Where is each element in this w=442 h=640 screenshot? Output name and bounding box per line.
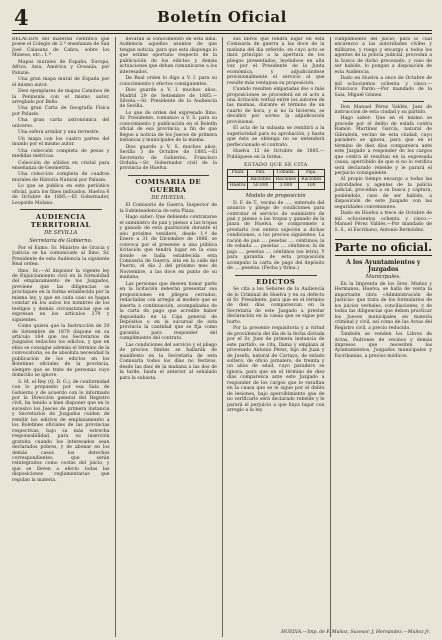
paragraph: Se cita a los Señores de la Audiencia de lo Criminal de Huelva y en su defecto el Sr. Presidente, para que en el término de diez días comparezcan en la Secretaría de este Juzgado a prestar declaración en la causa que se sigue por hurto. [227, 287, 325, 325]
paragraph: Don Manuel Pérez Valdés, Juez de instrucción de esta ciudad y su partido. [334, 104, 432, 116]
paragraph: Hago saber: Que debiendo contratarse el suministro de pan y pienso a las tropas y ganado de esta guarnición durante el año próximo venidero, desde 1.º de Enero a 31 de Diciembre de 1886, se convoca por el presente a una pública licitación que tendrá lugar en la casa donde se halla establecida esta Comisaría de Guerra, sita en la calle del Puerto, el día 2 del próximo mes de Noviembre, a las doce en punto de su mañana. [119, 215, 217, 281]
parte-no-oficial-title: Parte no oficial. [334, 241, 432, 254]
table-header-cell: Paja. [299, 170, 324, 176]
list-item: Colección de sólidos en cristal para enseñanza de Geometría. [12, 160, 110, 171]
list-item: Una colección completa de pesas y medidas métricas. [12, 148, 110, 160]
paragraph: Dios guarde a V. I. muchos años. Madrid 29 de Setiembre de 1885.—Silvela.—Sr. Presidente de la Audiencia de Sevilla. [119, 88, 217, 110]
columns [12, 37, 432, 637]
relacion-intro: RELACION del material científico que posee el Colegio de 2.ª enseñanza de San José Calasanz de Cabra, sobre los Museos, etc.: 1.ª [12, 37, 110, 59]
list-item: Una esfera armilar y una terrestre. [18, 130, 100, 136]
audiencia-subtitle: DE SEVILLA [44, 229, 78, 236]
paragraph: El acta de la subasta se remitirá a la superioridad para su aprobación, y hasta que ésta se obtenga no se entenderá perfeccionado el contrato. [227, 126, 325, 148]
paragraph: El Comisario de Guerra, Inspector de la Subintendencia de esta Plaza. [119, 203, 217, 214]
paragraph: En la Imprenta de los Sres. Muñoz y Hermanos, Huelva, se halla de venta la importante obra «Administración de Justicia» que trata de los formularios de los juicios verbales, conciliaciones, y de todas las diligencias que deben practicar los Jueces municipales en materia criminal y civil, así como de las Actas del Registro civil, a precio reducido. [334, 282, 432, 331]
paragraph: Las condiciones del servicio y el pliego de precios límites se hallarán de manifiesto en la Secretaría de esta Comisaría todos los días no festivos, desde las diez de la mañana a las dos de la tarde, hasta el anterior al señalado para la subasta. [119, 342, 217, 381]
relacion-list [12, 60, 110, 184]
paragraph: cumplimiento del juicio; para lo cual encarezco a las autoridades civiles y militares, y ruego y encargo a todos los agentes de la policía judicial, procedan a la busca de dicho procesado, y caso de ser habido, lo pongan a disposición de esta Audiencia. [334, 37, 432, 75]
masthead-title: Boletín Oficial [157, 8, 287, 26]
paragraph: llevarán al conocimiento de esta Ilma. Audiencia aquellos asuntos de que tengan noticia, para que esta disponga lo que estime oportuno respecto de la publicación de los edictos y demás actuaciones que deban comunicarse a los interesados. [119, 37, 217, 75]
list-item: Una gran carta astronómica del universo. [12, 118, 110, 129]
table-cell: Raciones [248, 176, 273, 182]
column-3 [222, 37, 325, 637]
list-item: Una gran Carta de Geografía Física por Paluzie. [12, 106, 110, 117]
table-cell: 100 [299, 183, 324, 189]
list-item: Una colección completa de cuadros murales de Historia Natural por Paluzie. [12, 172, 110, 183]
column-1 [12, 37, 110, 637]
printer-footer: HUELVA.—Imp. de F. Muñoz, Sucesor. J. Hernández.—Muñoz Jr. [281, 629, 430, 635]
table-cell: Raciones [273, 176, 298, 182]
table-row [228, 183, 325, 189]
table-header-cell: Cebada. [273, 170, 298, 176]
paragraph: Hago saber: Que en el mismo se procede por el delito de estafa contra Ramón Martínez García, natural de Gibraleón, vecino de esta ciudad, cuyo paradero se ignora, para que en el término de diez días comparezca ante este Juzgado a responder de los cargos que contra él resultan en la expresada causa, apercibido de que si no lo verifica será declarado rebelde y le parará el perjuicio consiguiente. [334, 116, 432, 177]
parte-subtitle: A los Ayuntamientos y Juzgados [346, 259, 421, 273]
table-cell: 50.000 [248, 183, 273, 189]
paragraph: S. M. el Rey (Q. D. G.), de conformidad con lo propuesto por esa Sala de Gobierno y de acuerdo con lo informado por la Dirección general del Registro civil, ha tenido a bien disponer que en lo sucesivo los Jueces de primera instancia y Secretarios de Juzgados cuiden de remitir los edictos de emplazamiento a los Boletines oficiales de las provincias respectivas, bajo su más estrecha responsabilidad, para su inserción gratuita cuando los interesados sean declarados pobres, y de abonar en los demás casos los derechos correspondientes, que serán reintegrados como costas del juicio, y que se lleven a efecto todas las disposiciones reglamentarias que regulan la materia. [12, 379, 110, 483]
table-header-cell: Plaza [228, 170, 248, 176]
paragraph: Al propio tiempo encargo a todas las autoridades y agentes de la policía judicial, procedan a su busca y captura, poniéndolo, caso de ser habido, a disposición de este Juzgado con las seguridades convenientes. [334, 177, 432, 210]
modelo-title: Modelo de proposición [245, 192, 306, 199]
paragraph: Cuando resulten empatadas dos o más proposiciones se procederá en el acto a una licitación verbal entre los autores de las mismas, durante el término de un cuarto de hora, y si no la hicieren, se decidirá por sorteo la adjudicación provisional. [227, 87, 325, 125]
paragraph: Dios guarde a V. S. muchos años. Sevilla 3 de Octubre de 1885.—El Secretario de Gobierno, Francisco Orduña.—Sr. Gobernador civil de la provincia de Huelva. [119, 144, 217, 172]
paragraph: Por la presente requisitoria y a virtud de providencia del día de la fecha dictada por el Sr. Juez de primera instancia de este partido, se cita, llama y emplaza al procesado Antonio Pérez, hijo de Juan y de Josefa, natural de Cartaya, de estado soltero, de oficio jornalero, de treinta y un años de edad, cuyo paradero se ignora, para que en el término de diez días comparezca ante este Juzgado a responder de los cargos que le resultan en la causa que se le sigue por el delito de lesiones, bajo apercibimiento que de no verificarlo será declarado rebelde y le parará el perjuicio a que haya lugar con arreglo a la ley. [227, 326, 325, 414]
column-2 [115, 37, 218, 637]
list-item: Una gran mapa mural de España por el mismo autor. [12, 77, 110, 88]
paragraph: Dado en Huelva a trece de Octubre de mil ochocientos ochenta y cinco.—Manuel Pérez Valdés.—Por mandado de S. S., el Escribano, Antonio Bermúdez. [334, 211, 432, 233]
estado-table [227, 169, 325, 189]
list-item: Diez ejemplares de mapas Caminos de la Península con el mismo autor, arreglado por Bello. [12, 89, 110, 105]
audiencia-title: AUDIENCIA TERRITORIAL [30, 212, 91, 229]
divider [235, 275, 317, 276]
paragraph: También se venden los Libros de Actas, Padrones de vecinos y demás impresos que necesiten los Ayuntamientos, Juzgados municipales y Escribanías, a precios módicos. [334, 332, 432, 359]
divider [128, 175, 210, 176]
divider [20, 209, 102, 210]
paragraph: Dado en Huelva a once de Octubre de mil ochocientos ochenta y cinco.—Francisco Pardo.—Por mandado de la Sala, Miguel Gómez. [334, 76, 432, 98]
table-cell: 3.000 [273, 183, 298, 189]
paragraph: D. F. de T., vecino de ...., enterado del anuncio y pliego de condiciones para contratar el servicio de suministro de pan y pienso a las tropas y ganado de la plaza de Huelva, se compromete a prestarlo con entera sujeción a dichas condiciones, a los precios siguientes: La ración de pan .... pesetas .... céntimos; la de cebada .... pesetas .... céntimos; la de paja .... pesetas .... céntimos (en letra). Y para garantía de esta proposición acompaño la carta de pago del depósito de .... pesetas. (Fecha y firma.) [227, 200, 325, 272]
masthead [12, 6, 432, 31]
table-cell: Huelva [228, 183, 248, 189]
paragraph: Huelva 12 de Octubre de 1885.—Publíquese en la forma. [227, 149, 325, 160]
paragraph: sus libros que tendrá lugar en esta Comisaría de guerra a las doce de la mañana del día referido, en cuyo acto se dará principio a la apertura de los pliegos presentados, leyéndose en alta voz por el Presidente de la Junta económica, y adjudicándose provisionalmente el servicio al que resulte más ventajosa su proposición. [227, 37, 325, 86]
edictos-title: EDICTOS [256, 278, 296, 287]
estado-title: ESTADO QUE SE CITA [243, 161, 308, 168]
list-item: Un mapa con los cuatro partes del mundo por el mismo autor. [12, 136, 110, 148]
page-number: 4 [14, 5, 29, 30]
paragraph: Como quiera que la Instrucción de 30 de Setiembre de 1870 dispone en su artículo 164 que los Secretarios de Juzgados redacten los edictos, y que en ellos se consigne además el término de la convocatoria, es de absoluta necesidad la publicación de los edictos en los Boletines oficiales de la provincia, siempre que se trate de personas cuyo domicilio se ignore. [12, 324, 110, 379]
parte-subtitle-2: Municipales. [365, 274, 401, 280]
divider [343, 101, 425, 102]
table-cell: Raciones [299, 176, 324, 182]
paragraph: Ilmo. Sr.:—Al disponer la vigente ley de Enjuiciamiento civil en la formalidad del emplazamiento de los Juzgados, previene que las diligencias se practiquen en la forma establecida por la misma ley, y que en cada caso se hagan constar en los autos los nombres de los testigos y demás circunstancias que se expresan en los artículos 279 y siguientes. [12, 268, 110, 323]
table-header-cell: Pan. [248, 170, 273, 176]
paragraph: Lo que de orden del expresado Ilmo. Sr. Presidente, comunico a V. S. para su conocimiento y publicación en el Boletín oficial de esa provincia, a fin de que llegue a noticia de los Jueces de primera instancia y municipales de la misma. [119, 110, 217, 144]
column-4 [330, 37, 433, 637]
audiencia-secretaria: Secretaría de Gobierno. [29, 237, 93, 244]
comisaria-subtitle: DE HUELVA. [151, 195, 186, 202]
relacion-closing: Lo que se publica en este periódico oficial, para los fines indicados. Huelva 6 de Octubre de 1885.—El Gobernador, Leopoldo Molano. [12, 184, 110, 206]
masthead-rule [12, 33, 432, 34]
paragraph: De Real orden lo digo a V. I. para su conocimiento y efectos consiguientes. [119, 76, 217, 87]
list-item: Mapas murales de España, Europa, Africa, Asia, América y Oceanía, por Paluzie. [12, 59, 110, 76]
comisaria-title: COMISARIA DE GUERRA [135, 178, 202, 195]
paragraph: Por el Exmo. Sr. Ministro de Gracia y Justicia se ha comunicado al Ilmo. Sr. Presidente de esta Audiencia la siguiente Real orden: [12, 245, 110, 268]
paragraph: Las personas que deseen tomar parte en la licitación deberán presentar sus proposiciones en pliegos cerrados, redactadas con arreglo al modelo que se inserta a continuación, acompañadas de la carta de pago que acredite haber depositado en la Caja general de Depósitos o en la sucursal de esta provincia la cantidad que se fija como garantía para responder del cumplimiento del contrato. [119, 281, 217, 342]
